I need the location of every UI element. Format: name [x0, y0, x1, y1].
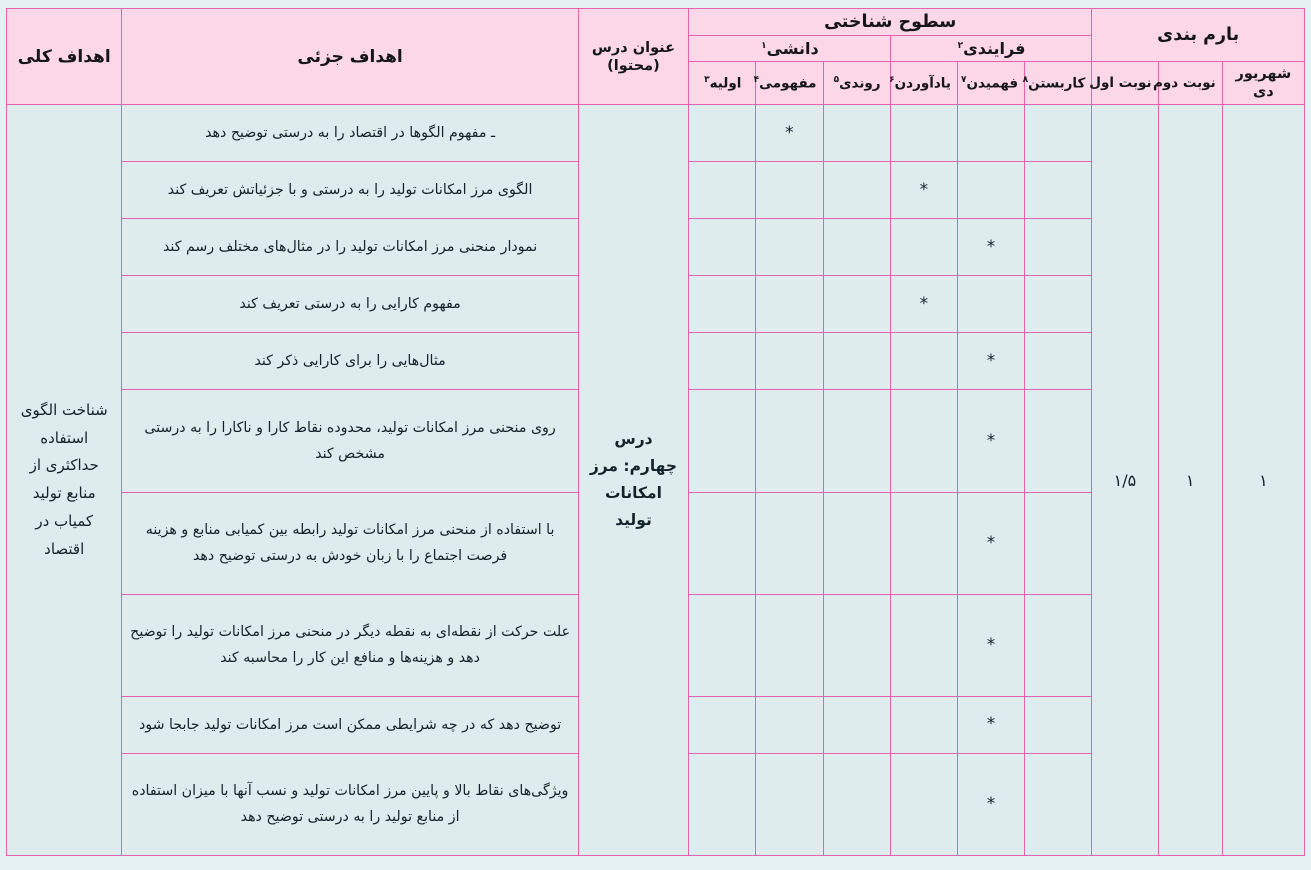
header-avalieh-ref: ۳ — [704, 74, 710, 85]
objective-cell: ویژگی‌های نقاط بالا و پایین مرز امکانات تولید و نسب آنها با میزان استفاده از منابع تولید را به درستی توضیح دهد — [122, 753, 578, 855]
cognitive-cell-yadavardan[interactable]: * — [890, 276, 957, 333]
header-fahmidan-ref: ۷ — [961, 74, 967, 85]
objective-cell: با استفاده از منحنی مرز امکانات تولید رابطه بین کمیابی منابع و هزینه فرصت اجتماع را با زبان خودش به درستی توضیح دهد — [122, 492, 578, 594]
table-header — [7, 9, 1305, 105]
header-ravandi-ref: ۵ — [833, 74, 840, 85]
cognitive-cell-karbastan[interactable] — [1025, 105, 1092, 162]
cognitive-cell-karbastan[interactable] — [1025, 753, 1092, 855]
header-ravandi — [823, 62, 890, 105]
mark-cell-nobat-dovom: ۱ — [1158, 105, 1222, 856]
cognitive-cell-ravandi[interactable] — [823, 162, 890, 219]
cognitive-cell-mafhoomi[interactable] — [756, 753, 823, 855]
overall-goal-cell: شناخت الگوی استفاده حداکثری از منابع تولید کمیاب در اقتصاد — [7, 105, 122, 856]
cognitive-cell-yadavardan[interactable]: * — [890, 162, 957, 219]
header-karbastan-label: کاربستن — [1028, 75, 1086, 92]
cognitive-cell-mafhoomi[interactable] — [756, 492, 823, 594]
objective-cell: مثال‌هایی را برای کارایی ذکر کند — [122, 333, 578, 390]
cognitive-cell-fahmidan[interactable] — [957, 276, 1024, 333]
cognitive-cell-fahmidan[interactable]: * — [957, 390, 1024, 492]
header-avalieh-label: اولیه — [709, 75, 742, 92]
cognitive-cell-ravandi[interactable] — [823, 696, 890, 753]
cognitive-cell-karbastan[interactable] — [1025, 390, 1092, 492]
cognitive-cell-ravandi[interactable] — [823, 753, 890, 855]
objective-cell: توضیح دهد که در چه شرایطی ممکن است مرز امکانات تولید جابجا شود — [122, 696, 578, 753]
header-karbastan-ref: ۸ — [1022, 74, 1029, 85]
cognitive-cell-avalieh[interactable] — [689, 492, 756, 594]
header-farayandi-label: فرایندی — [963, 39, 1026, 58]
header-farayandi-ref: ۲ — [957, 40, 964, 51]
header-ravandi-label: روندی — [839, 75, 881, 92]
cognitive-cell-ravandi[interactable] — [823, 390, 890, 492]
header-mafhoomi-ref: ۴ — [753, 74, 760, 85]
header-daneshi-ref: ۱ — [761, 40, 767, 51]
cognitive-cell-ravandi[interactable] — [823, 105, 890, 162]
cognitive-cell-avalieh[interactable] — [689, 105, 756, 162]
cognitive-cell-mafhoomi[interactable] — [756, 276, 823, 333]
table-body — [7, 105, 1305, 856]
header-mafhoomi-label: مفهومی — [759, 75, 817, 92]
objective-cell: علت حرکت از نقطه‌ای به نقطه دیگر در منحنی مرز امکانات تولید را توضیح دهد و هزینه‌ها و منافع این کار را محاسبه کند — [122, 594, 578, 696]
cognitive-cell-fahmidan[interactable] — [957, 105, 1024, 162]
cognitive-cell-yadavardan[interactable] — [890, 390, 957, 492]
header-daneshi-group — [689, 36, 891, 62]
header-farayandi-group — [890, 36, 1092, 62]
cognitive-cell-mafhoomi[interactable] — [756, 162, 823, 219]
header-shahrivar-dey — [1222, 62, 1304, 105]
cognitive-cell-ravandi[interactable] — [823, 219, 890, 276]
header-barem-bandi: بارم بندی — [1092, 9, 1305, 62]
cognitive-cell-yadavardan[interactable] — [890, 696, 957, 753]
cognitive-cell-mafhoomi[interactable] — [756, 219, 823, 276]
cognitive-cell-fahmidan[interactable]: * — [957, 333, 1024, 390]
mark-cell-shahrivar-dey: ۱ — [1222, 105, 1304, 856]
cognitive-cell-mafhoomi[interactable] — [756, 390, 823, 492]
cognitive-cell-karbastan[interactable] — [1025, 696, 1092, 753]
cognitive-cell-ravandi[interactable] — [823, 594, 890, 696]
header-row-groups — [7, 9, 1305, 36]
objective-cell: روی منحنی مرز امکانات تولید، محدوده نقاط کارا و ناکارا را به درستی مشخص کند — [122, 390, 578, 492]
cognitive-cell-mafhoomi[interactable]: * — [756, 105, 823, 162]
objective-cell: ـ مفهوم الگوها در اقتصاد را به درستی توضیح دهد — [122, 105, 578, 162]
cognitive-cell-karbastan[interactable] — [1025, 276, 1092, 333]
cognitive-cell-mafhoomi[interactable] — [756, 333, 823, 390]
cognitive-cell-yadavardan[interactable] — [890, 753, 957, 855]
cognitive-cell-avalieh[interactable] — [689, 276, 756, 333]
cognitive-cell-fahmidan[interactable]: * — [957, 492, 1024, 594]
cognitive-cell-karbastan[interactable] — [1025, 162, 1092, 219]
header-nobat-aval: نوبت اول — [1092, 62, 1158, 105]
cognitive-cell-avalieh[interactable] — [689, 594, 756, 696]
header-karbastan — [1022, 62, 1092, 105]
header-yadavardan-label: یادآوردن — [894, 75, 951, 92]
cognitive-cell-fahmidan[interactable]: * — [957, 219, 1024, 276]
header-cognitive-levels: سطوح شناختی — [689, 9, 1092, 36]
cognitive-cell-avalieh[interactable] — [689, 333, 756, 390]
header-nobat-dovom: نوبت دوم — [1158, 62, 1222, 105]
table-row — [7, 105, 1305, 162]
objective-cell: نمودار منحنی مرز امکانات تولید را در مثال‌های مختلف رسم کند — [122, 219, 578, 276]
cognitive-cell-avalieh[interactable] — [689, 390, 756, 492]
lesson-title-cell: درس چهارم: مرز امکانات تولید — [578, 105, 688, 856]
cognitive-cell-avalieh[interactable] — [689, 162, 756, 219]
cognitive-cell-fahmidan[interactable]: * — [957, 696, 1024, 753]
cognitive-cell-yadavardan[interactable] — [890, 333, 957, 390]
header-yadavardan-ref: ۶ — [889, 74, 895, 85]
header-lesson-title — [578, 9, 688, 105]
mark-cell-nobat-aval: ۱/۵ — [1092, 105, 1158, 856]
cognitive-cell-mafhoomi[interactable] — [756, 594, 823, 696]
cognitive-cell-ravandi[interactable] — [823, 333, 890, 390]
cognitive-cell-yadavardan[interactable] — [890, 594, 957, 696]
objective-cell: مفهوم کارایی را به درستی تعریف کند — [122, 276, 578, 333]
cognitive-cell-fahmidan[interactable]: * — [957, 753, 1024, 855]
header-shahrivar-label: شهریور — [1235, 66, 1292, 82]
cognitive-cell-avalieh[interactable] — [689, 219, 756, 276]
header-fahmidan-label: فهمیدن — [966, 75, 1019, 92]
cognitive-cell-avalieh[interactable] — [689, 753, 756, 855]
cognitive-cell-karbastan[interactable] — [1025, 492, 1092, 594]
cognitive-cell-fahmidan[interactable] — [957, 162, 1024, 219]
objective-cell: الگوی مرز امکانات تولید را به درستی و با جزئیاتش تعریف کند — [122, 162, 578, 219]
header-detailed-objectives: اهداف جزئی — [122, 9, 578, 105]
header-avalieh — [689, 62, 756, 105]
cognitive-cell-karbastan[interactable] — [1025, 594, 1092, 696]
cognitive-cell-karbastan[interactable] — [1025, 333, 1092, 390]
cognitive-cell-ravandi[interactable] — [823, 492, 890, 594]
header-lesson-title-main: عنوان درس — [591, 39, 675, 56]
header-overall-objectives: اهداف کلی — [7, 9, 122, 105]
cognitive-cell-yadavardan[interactable] — [890, 492, 957, 594]
cognitive-cell-avalieh[interactable] — [689, 696, 756, 753]
cognitive-cell-mafhoomi[interactable] — [756, 696, 823, 753]
header-mafhoomi — [753, 62, 823, 105]
header-daneshi-label: دانشی — [766, 39, 819, 58]
header-dey-label: دی — [1253, 84, 1274, 101]
header-fahmidan — [957, 62, 1024, 105]
cognitive-cell-yadavardan[interactable] — [890, 105, 957, 162]
cognitive-cell-karbastan[interactable] — [1025, 219, 1092, 276]
cognitive-cell-yadavardan[interactable] — [890, 219, 957, 276]
cognitive-cell-ravandi[interactable] — [823, 276, 890, 333]
header-yadavardan — [890, 62, 957, 105]
lesson-plan-table — [6, 8, 1305, 856]
cognitive-cell-fahmidan[interactable]: * — [957, 594, 1024, 696]
header-lesson-title-sub: (محتوا) — [607, 57, 660, 74]
